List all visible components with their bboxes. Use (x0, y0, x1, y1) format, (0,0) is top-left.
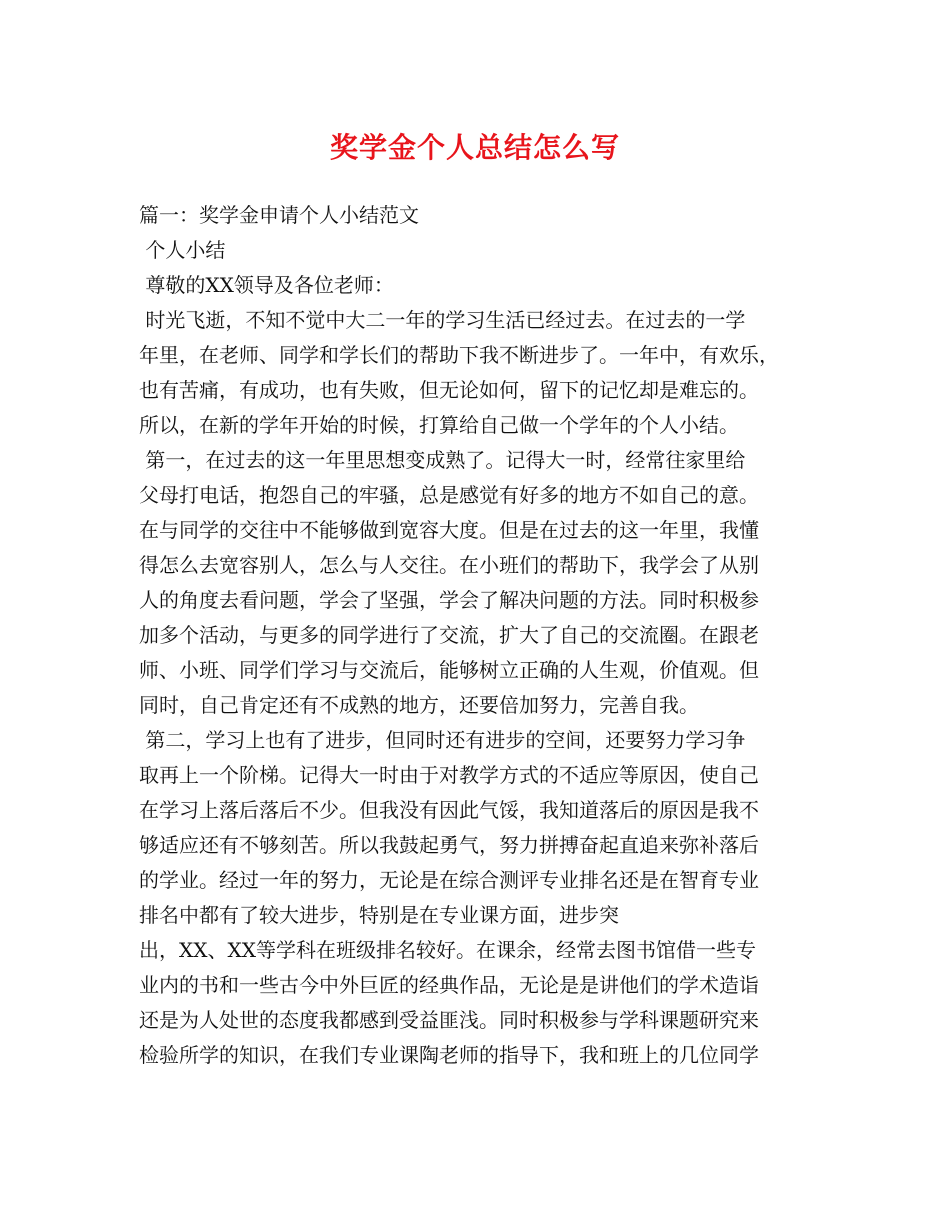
text-line: 尊敬的XX领导及各位老师： (139, 273, 394, 297)
text-line: 也有苦痛，有成功，也有失败，但无论如何，留下的记忆却是难忘的。 (139, 378, 759, 402)
text-line: 篇一：奖学金申请个人小结范文 (139, 203, 419, 227)
text-line: 还是为人处世的态度我都感到受益匪浅。同时积极参与学科课题研究来 (139, 1008, 759, 1032)
document-body (139, 198, 819, 1073)
text-line: 同时，自己肯定还有不成熟的地方，还要倍加努力，完善自我。 (139, 693, 699, 717)
text-line: 检验所学的知识，在我们专业课陶老师的指导下，我和班上的几位同学 (139, 1043, 759, 1067)
text-line: 个人小结 (139, 238, 226, 262)
text-line: 得怎么去宽容别人，怎么与人交往。在小班们的帮助下，我学会了从别 (139, 553, 759, 577)
document-title: 奖学金个人总结怎么写 (329, 131, 620, 164)
text-line: 在学习上落后落后不少。但我没有因此气馁，我知道落后的原因是我不 (139, 798, 759, 822)
text-line: 所以，在新的学年开始的时候，打算给自己做一个学年的个人小结。 (139, 413, 739, 437)
text-line: 排名中都有了较大进步，特别是在专业课方面，进步突 (139, 903, 619, 927)
text-line: 业内的书和一些古今中外巨匠的经典作品，无论是是讲他们的学术造诣 (139, 973, 759, 997)
text-line: 第一，在过去的这一年里思想变成熟了。记得大一时，经常往家里给 (139, 448, 746, 472)
text-line: 人的角度去看问题，学会了坚强，学会了解决问题的方法。同时积极参 (139, 588, 759, 612)
text-line: 师、小班、同学们学习与交流后，能够树立正确的人生观，价值观。但 (139, 658, 759, 682)
text-line: 加多个活动，与更多的同学进行了交流，扩大了自己的交流圈。在跟老 (139, 623, 759, 647)
text-line: 的学业。经过一年的努力，无论是在综合测评专业排名还是在智育专业 (139, 868, 759, 892)
text-line: 时光飞逝，不知不觉中大二一年的学习生活已经过去。在过去的一学 (139, 308, 746, 332)
text-line: 父母打电话，抱怨自己的牢骚，总是感觉有好多的地方不如自己的意。 (139, 483, 759, 507)
text-line: 年里，在老师、同学和学长们的帮助下我不断进步了。一年中，有欢乐， (139, 343, 779, 367)
text-line: 出，XX、XX等学科在班级排名较好。在课余，经常去图书馆借一些专 (139, 938, 756, 962)
text-line: 够适应还有不够刻苦。所以我鼓起勇气，努力拼搏奋起直追来弥补落后 (139, 833, 759, 857)
text-line: 取再上一个阶梯。记得大一时由于对教学方式的不适应等原因，使自己 (139, 763, 759, 787)
text-line: 在与同学的交往中不能够做到宽容大度。但是在过去的这一年里，我懂 (139, 518, 759, 542)
text-line: 第二，学习上也有了进步，但同时还有进步的空间，还要努力学习争 (139, 728, 746, 752)
